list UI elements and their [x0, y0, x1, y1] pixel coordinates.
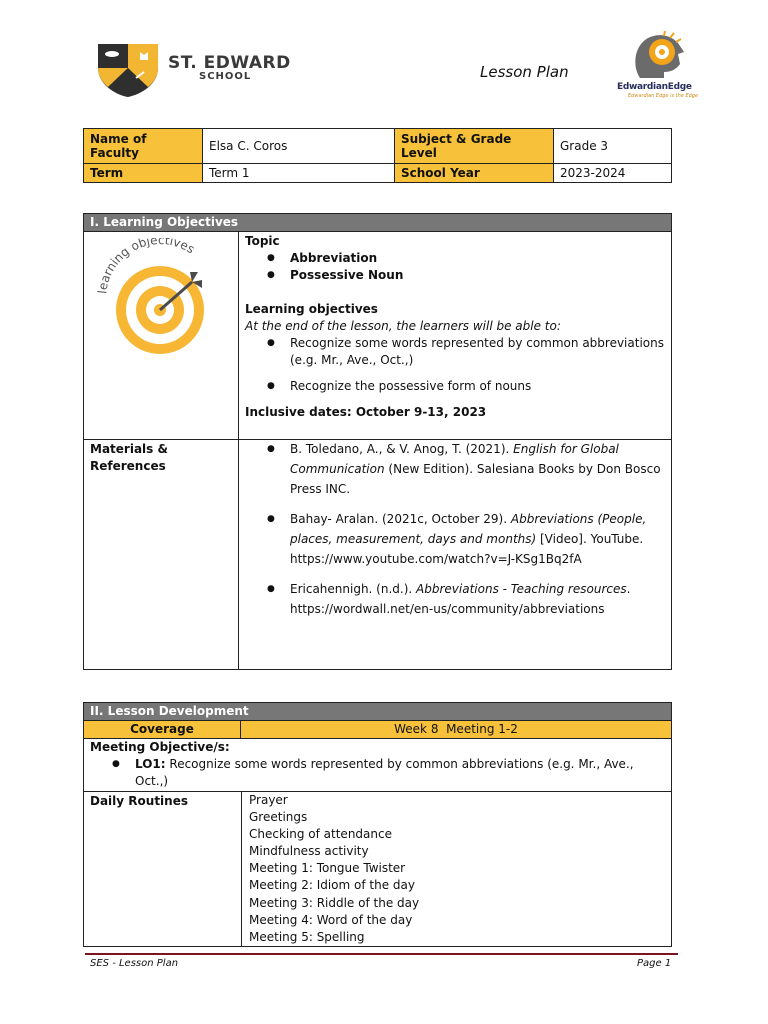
section-lesson-development: II. Lesson Development — [83, 702, 672, 721]
faculty-value: Elsa C. Coros — [203, 129, 395, 164]
routine-item: Mindfulness activity — [249, 844, 369, 859]
topic-list — [245, 250, 665, 284]
subject-label: Subject & Grade Level — [395, 129, 554, 164]
objective-item: ● Recognize some words represented by common abbreviations (e.g. Mr., Ave., Oct.,) — [245, 335, 665, 369]
routine-item: Greetings — [249, 810, 308, 825]
school-name: ST. EDWARD — [168, 53, 291, 73]
topic-item: ● Possessive Noun — [245, 267, 665, 284]
learning-objectives-label: Learning objectives — [245, 302, 378, 316]
routine-item: Meeting 3: Riddle of the day — [249, 895, 420, 910]
materials-label: Materials & References — [90, 442, 168, 473]
school-year-label: School Year — [395, 164, 554, 183]
footer-rule — [85, 953, 678, 955]
learning-objectives-image — [96, 238, 224, 356]
edwardian-edge-logo — [630, 30, 686, 82]
document-title: Lesson Plan — [480, 63, 569, 81]
faculty-label: Name of Faculty — [84, 129, 203, 164]
daily-routines-label: Daily Routines — [90, 794, 188, 808]
routine-item: Meeting 4: Word of the day — [249, 912, 413, 927]
objectives-content — [245, 233, 665, 421]
routine-item: Meeting 2: Idiom of the day — [249, 878, 415, 893]
routines-list — [249, 792, 419, 946]
objective-item: ● Recognize the possessive form of nouns — [245, 378, 665, 395]
routine-item: Meeting 1: Tongue Twister — [249, 861, 406, 876]
brand-name: EdwardianEdge — [617, 82, 692, 92]
routine-item: Prayer — [249, 793, 288, 807]
footer-page-number: Page 1 — [637, 958, 672, 969]
meeting-objective-item: ● LO1: Recognize some words represented by common abbreviations (e.g. Mr., Ave., Oct.,) — [90, 756, 665, 790]
footer-left: SES - Lesson Plan — [90, 958, 179, 969]
subject-value: Grade 3 — [554, 129, 672, 164]
reference-item: ● Ericahennigh. (n.d.). Abbreviations - Teaching resources. https://wordwall.net/en-us/community/abbreviations — [245, 579, 665, 619]
meeting-objectives-content — [90, 739, 665, 790]
coverage-label: Coverage — [83, 720, 241, 739]
school-subtitle: SCHOOL — [199, 71, 252, 82]
term-value: Term 1 — [203, 164, 395, 183]
meeting-objective-label: Meeting Objective/s: — [90, 740, 230, 754]
faculty-info-table — [83, 128, 672, 183]
learning-objectives-list — [245, 335, 665, 395]
topic-label: Topic — [245, 234, 280, 248]
brand-tagline: Edwardian Edge is the Edge — [628, 93, 699, 99]
inclusive-dates: Inclusive dates: October 9-13, 2023 — [245, 405, 487, 419]
reference-item: ● Bahay- Aralan. (2021c, October 29). Abbreviations (People, places, measurement, days and months) [Video]. YouTube. https://www.youtube.com/watch?v=J-KSg1Bq2fA — [245, 509, 665, 569]
references-list — [245, 439, 665, 619]
term-label: Term — [84, 164, 203, 183]
svg-text:learning objectives: learning objectives — [96, 238, 198, 295]
coverage-value: Week 8 Meeting 1-2 — [240, 720, 672, 739]
routines-left-cell — [83, 791, 242, 947]
school-year-value: 2023-2024 — [554, 164, 672, 183]
topic-item: ● Abbreviation — [245, 250, 665, 267]
school-logo — [96, 42, 160, 98]
section-learning-objectives: I. Learning Objectives — [83, 213, 672, 232]
reference-item: ● B. Toledano, A., & V. Anog, T. (2021). English for Global Communication (New Edition). Salesiana Books by Don Bosco Press INC. — [245, 439, 665, 499]
routine-item: Checking of attendance — [249, 827, 392, 842]
learning-objectives-intro: At the end of the lesson, the learners will be able to: — [245, 319, 561, 333]
routine-item: Meeting 5: Spelling — [249, 929, 365, 944]
